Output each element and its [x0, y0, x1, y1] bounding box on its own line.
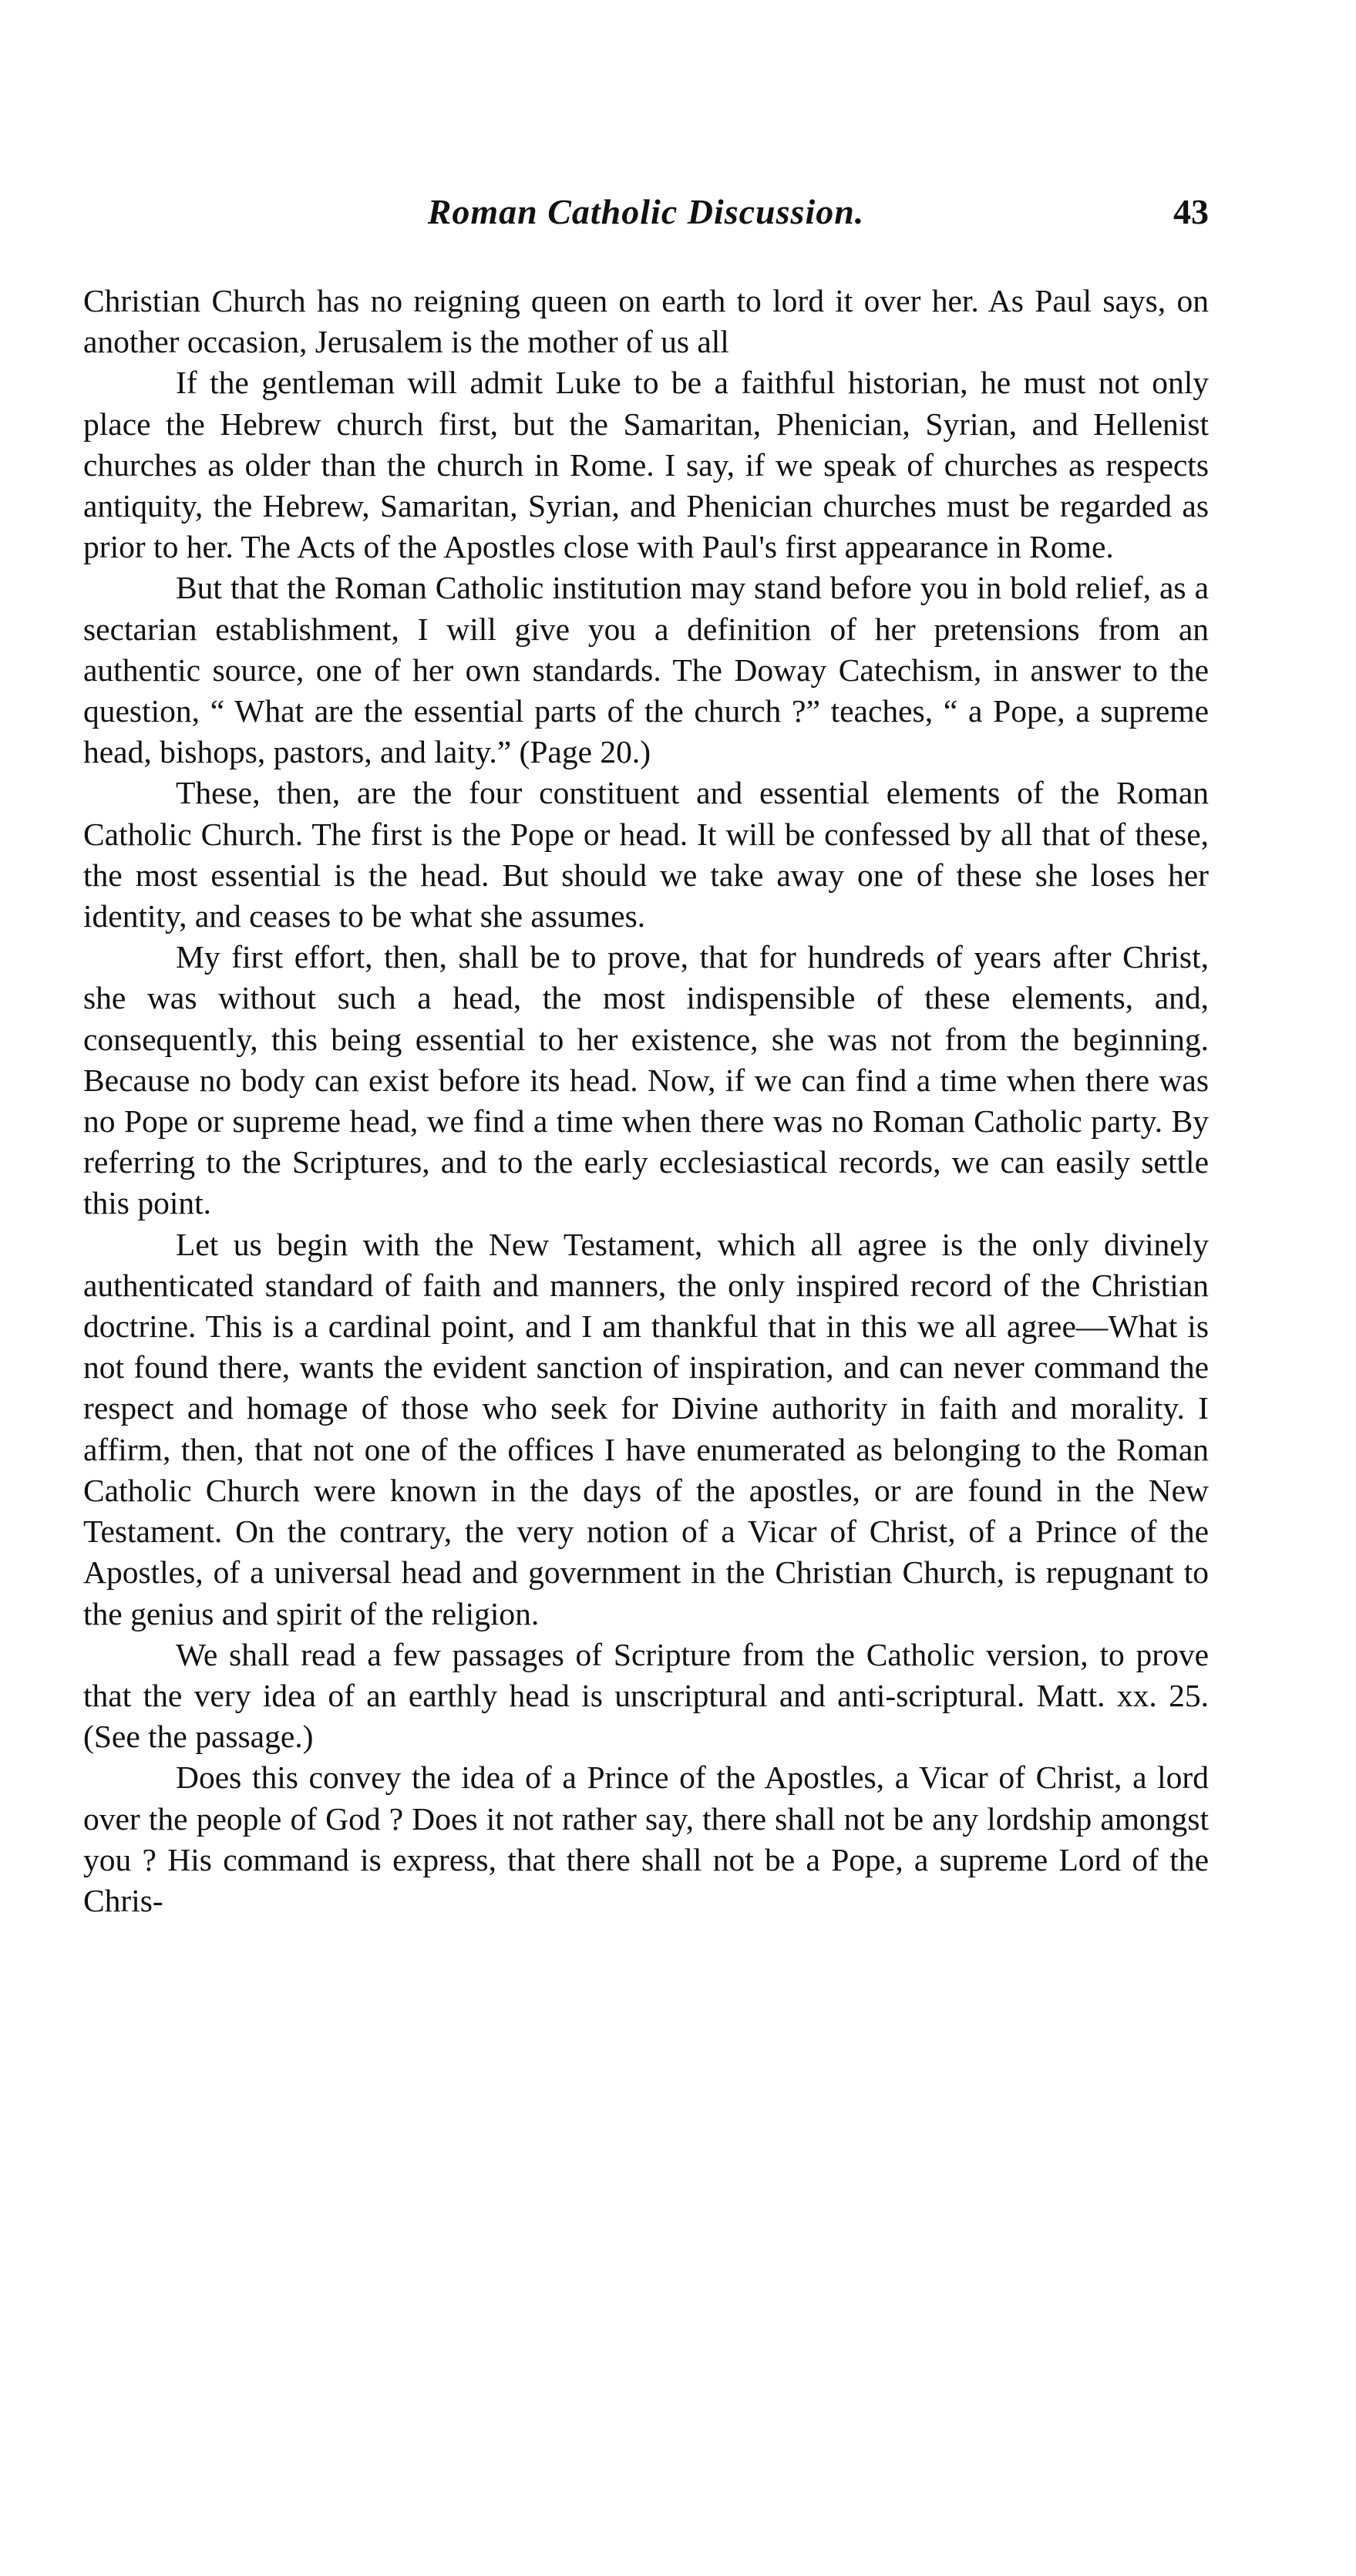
- page-number: 43: [1173, 192, 1209, 231]
- paragraph: Does this convey the idea of a Prince of the Apostles, a Vicar of Christ, a lord over the people of God ? Does it not rather say, there shall not be any lordship amongst you ? His command is express, that there shall not be a Pope, a supreme Lord of the Chris-: [83, 1759, 1209, 1918]
- paragraph: Christian Church has no reigning queen on earth to lord it over her. As Paul says, on another occasion, Jerusalem is the mother of us all: [83, 283, 1209, 360]
- body-text: [83, 281, 1209, 1921]
- paragraph: If the gentleman will admit Luke to be a faithful historian, he must not only place the Hebrew church first, but the Samaritan, Phenician, Syrian, and Hellenist churches as older than the church in Rome. I say, if we speak of churches as respects antiquity, the Hebrew, Samaritan, Syrian, and Phenician churches must be regarded as prior to her. The Acts of the Apostles close with Paul's first appearance in Rome.: [83, 365, 1209, 565]
- running-title: Roman Catholic Discussion.: [427, 192, 865, 231]
- paragraph: My first effort, then, shall be to prove, that for hundreds of years after Christ, she was without such a head, the most indispensible of these elements, and, consequently, this being essential to her existence, she was not from the beginning. Because no body can exist before its head. Now, if we can find a time when there was no Pope or supreme head, we find a time when there was no Roman Catholic party. By referring to the Scriptures, and to the early ecclesiastical records, we can easily settle this point.: [83, 939, 1209, 1221]
- paragraph: We shall read a few passages of Scripture from the Catholic version, to prove that the very idea of an earthly head is unscriptural and anti-scriptural. Matt. xx. 25. (See the passage.): [83, 1636, 1209, 1755]
- running-head: [83, 191, 1209, 253]
- paragraph: But that the Roman Catholic institution may stand before you in bold relief, as a sectarian establishment, I will give you a definition of her pretensions from an authentic source, one of her own standards. The Doway Catechism, in answer to the question, “ What are the essential parts of the church ?” teaches, “ a Pope, a supreme head, bishops, pastors, and laity.” (Page 20.): [83, 570, 1209, 770]
- paragraph: These, then, are the four constituent and essential elements of the Roman Catholic Church. The first is the Pope or head. It will be confessed by all that of these, the most essential is the head. But should we take away one of these she loses her identity, and ceases to be what she assumes.: [83, 775, 1209, 934]
- paragraph: Let us begin with the New Testament, which all agree is the only divinely authenticated standard of faith and manners, the only inspired record of the Christian doctrine. This is a cardinal point, and I am thankful that in this we all agree—What is not found there, wants the evident sanction of inspiration, and can never command the respect and homage of those who seek for Divine authority in faith and morality. I affirm, then, that not one of the offices I have enumerated as belonging to the Roman Catholic Church were known in the days of the apostles, or are found in the New Testament. On the contrary, the very notion of a Vicar of Christ, of a Prince of the Apostles, of a universal head and government in the Christian Church, is repugnant to the genius and spirit of the religion.: [83, 1226, 1209, 1631]
